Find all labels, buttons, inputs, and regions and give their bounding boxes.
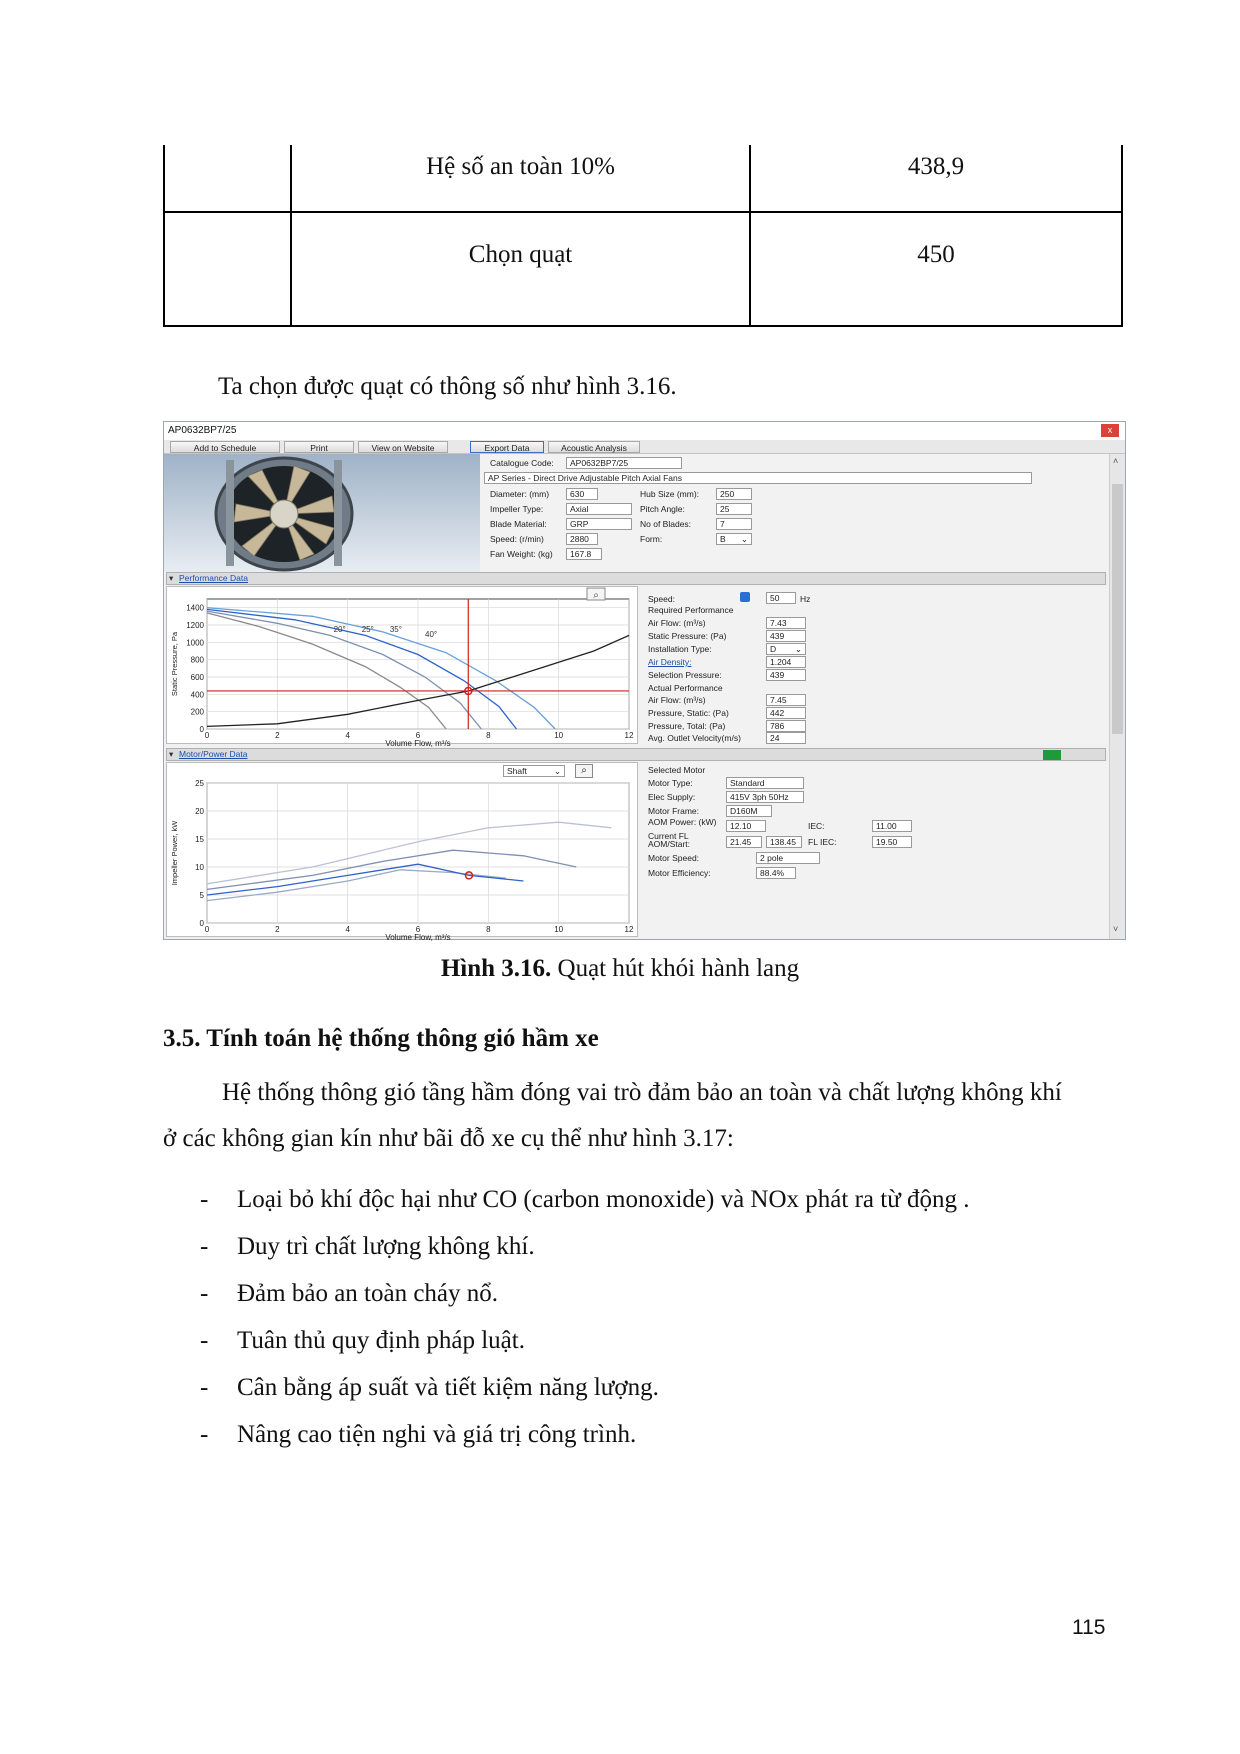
required-label: Selection Pressure: bbox=[648, 670, 722, 680]
view-on-website-button[interactable]: View on Website bbox=[358, 441, 448, 453]
x-tick-label: 8 bbox=[486, 731, 491, 740]
catalogue-code-field[interactable]: AP0632BP7/25 bbox=[566, 457, 682, 469]
print-button[interactable]: Print bbox=[284, 441, 354, 453]
list-item-text: Loại bỏ khí độc hại như CO (carbon monoxide) và NOx phát ra từ động . bbox=[237, 1186, 970, 1213]
y-axis-label: Impeller Power, kW bbox=[170, 820, 179, 886]
required-label: Static Pressure: (Pa) bbox=[648, 631, 727, 641]
spec-label: Fan Weight: (kg) bbox=[490, 549, 553, 559]
fl-iec-label: FL IEC: bbox=[808, 837, 837, 847]
collapse-arrow-icon: ▾ bbox=[169, 573, 174, 583]
motor-efficiency-label: Motor Efficiency: bbox=[648, 868, 711, 878]
y-tick-label: 400 bbox=[190, 690, 204, 700]
motor-panel bbox=[640, 762, 1108, 937]
y-tick-label: 0 bbox=[199, 725, 204, 734]
paragraph-line: ở các không gian kín như bãi đỗ xe cụ thể như hình 3.17: bbox=[163, 1125, 734, 1152]
list-item-text: Đảm bảo an toàn cháy nổ. bbox=[237, 1280, 499, 1307]
speed-label: Speed: bbox=[648, 594, 675, 604]
selected-motor-title: Selected Motor bbox=[648, 765, 706, 775]
chevron-down-icon: ⌄ bbox=[740, 534, 748, 544]
paragraph-line: Hệ thống thông gió tầng hầm đóng vai trò đảm bảo an toàn và chất lượng không khí bbox=[222, 1079, 1062, 1106]
export-data-button[interactable]: Export Data bbox=[470, 441, 544, 453]
chevron-down-icon: ⌄ bbox=[794, 644, 802, 654]
spec-label: Blade Material: bbox=[490, 519, 547, 529]
print-icon[interactable] bbox=[1043, 750, 1061, 760]
bullet-marker: - bbox=[200, 1280, 209, 1307]
spec-label: Pitch Angle: bbox=[640, 504, 685, 514]
angle-annotation: 25° bbox=[361, 624, 374, 634]
list-item-text: Duy trì chất lượng không khí. bbox=[237, 1233, 535, 1260]
x-tick-label: 10 bbox=[554, 731, 564, 740]
spec-value[interactable]: 630 bbox=[566, 488, 598, 500]
figure-number: Hình 3.16. bbox=[440, 955, 552, 982]
required-value[interactable]: 7.43 bbox=[766, 617, 806, 629]
add-to-schedule-button[interactable]: Add to Schedule bbox=[170, 441, 280, 453]
y-tick-label: 0 bbox=[199, 919, 204, 928]
spec-value[interactable]: 7 bbox=[716, 518, 752, 530]
y-axis-label: Static Pressure, Pa bbox=[170, 631, 179, 697]
x-tick-label: 10 bbox=[554, 925, 564, 934]
iec-label: IEC: bbox=[808, 821, 825, 831]
actual-value: 786 bbox=[766, 720, 806, 732]
spec-label: Diameter: (mm) bbox=[490, 489, 550, 499]
list-item-text: Nâng cao tiện nghi và giá trị công trình. bbox=[237, 1421, 637, 1448]
y-tick-label: 25 bbox=[195, 779, 204, 788]
current-aom-value: 21.45 bbox=[726, 836, 762, 848]
current-start-value: 138.45 bbox=[766, 836, 802, 848]
intro-text: Ta chọn được quạt có thông số như hình 3.16. bbox=[218, 373, 677, 400]
fan-selection-window bbox=[163, 421, 1126, 940]
actual-label: Pressure, Static: (Pa) bbox=[648, 708, 729, 718]
y-tick-label: 10 bbox=[195, 863, 204, 872]
table-cell: Hệ số an toàn 10% bbox=[426, 153, 615, 180]
current-label: Current FL AOM/Start: bbox=[648, 831, 691, 849]
figure-caption bbox=[0, 955, 1240, 983]
motor-efficiency-value: 88.4% bbox=[756, 867, 796, 879]
form-select-value: B bbox=[720, 534, 726, 544]
spec-value[interactable]: 2880 bbox=[566, 533, 598, 545]
scroll-up-icon[interactable]: ˄ bbox=[1113, 456, 1119, 466]
shaft-select[interactable] bbox=[503, 765, 565, 777]
motor-value: Standard bbox=[726, 777, 804, 789]
y-tick-label: 5 bbox=[199, 891, 204, 900]
motor-label: Elec Supply: bbox=[648, 792, 696, 802]
spec-label: Speed: (r/min) bbox=[490, 534, 544, 544]
spec-value[interactable]: GRP bbox=[566, 518, 632, 530]
x-axis-label: Volume Flow, m³/s bbox=[385, 933, 451, 942]
bullet-marker: - bbox=[200, 1327, 209, 1354]
y-tick-label: 200 bbox=[190, 707, 204, 717]
y-tick-label: 15 bbox=[195, 835, 204, 844]
x-tick-label: 12 bbox=[624, 925, 634, 934]
actual-label: Air Flow: (m³/s) bbox=[648, 695, 706, 705]
actual-value: 442 bbox=[766, 707, 806, 719]
table-border bbox=[163, 325, 1123, 327]
installation-type-select[interactable] bbox=[766, 643, 806, 655]
y-tick-label: 600 bbox=[190, 673, 204, 682]
performance-data-header[interactable] bbox=[166, 572, 1106, 585]
spec-value[interactable]: 25 bbox=[716, 503, 752, 515]
table-border bbox=[163, 211, 1123, 213]
required-label: Installation Type: bbox=[648, 644, 712, 654]
angle-annotation: 20° bbox=[333, 624, 346, 634]
spec-label: Form: bbox=[640, 534, 663, 544]
x-tick-label: 0 bbox=[204, 731, 210, 740]
acoustic-analysis-button[interactable]: Acoustic Analysis bbox=[548, 441, 640, 453]
x-tick-label: 8 bbox=[486, 925, 491, 934]
air-density-link[interactable]: Air Density: bbox=[648, 657, 692, 667]
aom-power-value: 12.10 bbox=[726, 820, 766, 832]
performance-panel bbox=[640, 586, 1108, 744]
y-tick-label: 1200 bbox=[186, 621, 204, 630]
required-value[interactable]: 1.204 bbox=[766, 656, 806, 668]
table-cell: 450 bbox=[917, 241, 955, 268]
section-heading: 3.5. Tính toán hệ thống thông gió hầm xe bbox=[163, 1025, 599, 1052]
performance-data-label: Performance Data bbox=[179, 573, 248, 583]
close-icon[interactable]: x bbox=[1101, 424, 1119, 437]
page-number: 115 bbox=[1072, 1616, 1106, 1639]
table-cell: Chọn quạt bbox=[468, 241, 573, 268]
spec-label: Impeller Type: bbox=[490, 504, 544, 514]
pressure-chart-svg bbox=[167, 587, 637, 748]
motor-label: Motor Type: bbox=[648, 778, 693, 788]
window-title: AP0632BP7/25 bbox=[164, 422, 1125, 440]
speed-slider-handle[interactable] bbox=[740, 592, 750, 602]
x-tick-label: 2 bbox=[275, 731, 280, 740]
spec-value[interactable]: Axial bbox=[566, 503, 632, 515]
spec-value[interactable]: 250 bbox=[716, 488, 752, 500]
x-tick-label: 6 bbox=[415, 925, 421, 934]
power-chart-svg bbox=[167, 763, 637, 942]
zoom-glyph: ⌕ bbox=[593, 590, 599, 601]
x-tick-label: 4 bbox=[345, 925, 350, 934]
table-border bbox=[1121, 145, 1123, 327]
installation-type-value: D bbox=[770, 644, 777, 654]
actual-value: 7.45 bbox=[766, 694, 806, 706]
y-tick-label: 20 bbox=[195, 807, 204, 816]
scrollbar-thumb[interactable] bbox=[1112, 484, 1123, 734]
spec-label: Hub Size (mm): bbox=[640, 489, 700, 499]
actual-label: Pressure, Total: (Pa) bbox=[648, 721, 726, 731]
series-field[interactable]: AP Series - Direct Drive Adjustable Pitch Axial Fans bbox=[484, 472, 1032, 484]
x-tick-label: 2 bbox=[275, 925, 280, 934]
shaft-select-value: Shaft bbox=[507, 766, 527, 776]
pressure-chart bbox=[166, 586, 638, 748]
chevron-down-icon: ⌄ bbox=[553, 766, 561, 776]
fan-image bbox=[164, 454, 480, 572]
iec-value: 11.00 bbox=[872, 820, 912, 832]
x-axis-label: Volume Flow, m³/s bbox=[385, 739, 451, 748]
parameter-table bbox=[163, 145, 1123, 327]
y-tick-label: 1400 bbox=[186, 603, 204, 613]
collapse-arrow-icon: ▾ bbox=[169, 749, 174, 759]
bullet-marker: - bbox=[200, 1421, 209, 1448]
power-chart bbox=[166, 762, 638, 942]
spec-label: No of Blades: bbox=[640, 519, 692, 529]
x-tick-label: 4 bbox=[345, 731, 350, 740]
bullet-marker: - bbox=[200, 1374, 209, 1401]
angle-annotation: 35° bbox=[389, 624, 402, 634]
table-border bbox=[163, 145, 165, 327]
list-item-text: Tuân thủ quy định pháp luật. bbox=[237, 1327, 525, 1354]
toolbar bbox=[164, 440, 1125, 454]
actual-value: 24 bbox=[766, 732, 806, 744]
motor-power-data-label: Motor/Power Data bbox=[179, 749, 248, 759]
scroll-down-icon[interactable]: ˅ bbox=[1113, 924, 1119, 934]
catalogue-code-label: Catalogue Code: bbox=[490, 458, 554, 468]
bullet-marker: - bbox=[200, 1186, 209, 1213]
motor-value: D160M bbox=[726, 805, 772, 817]
motor-label: Motor Frame: bbox=[648, 806, 700, 816]
axial-fan-picture bbox=[164, 454, 480, 572]
required-label: Air Flow: (m³/s) bbox=[648, 618, 706, 628]
bullet-marker: - bbox=[200, 1233, 209, 1260]
motor-power-data-header[interactable] bbox=[166, 748, 1106, 761]
x-tick-label: 6 bbox=[415, 731, 421, 740]
spec-value[interactable]: 167.8 bbox=[566, 548, 602, 560]
speed-unit: Hz bbox=[800, 594, 811, 604]
required-value[interactable]: 439 bbox=[766, 669, 806, 681]
required-value[interactable]: 439 bbox=[766, 630, 806, 642]
aom-power-label: AOM Power: (kW) bbox=[648, 817, 717, 827]
motor-speed-label: Motor Speed: bbox=[648, 853, 700, 863]
motor-value: 415V 3ph 50Hz bbox=[726, 791, 804, 803]
scrollbar[interactable] bbox=[1109, 454, 1125, 939]
zoom-icon[interactable]: ⌕ bbox=[575, 764, 593, 778]
fan-spec-panel bbox=[480, 454, 1108, 572]
fl-iec-value: 19.50 bbox=[872, 836, 912, 848]
form-select[interactable] bbox=[716, 533, 752, 545]
y-tick-label: 800 bbox=[190, 655, 204, 665]
x-tick-label: 0 bbox=[204, 925, 210, 934]
table-cell: 438,9 bbox=[907, 153, 965, 180]
speed-field[interactable]: 50 bbox=[766, 592, 796, 604]
motor-speed-value: 2 pole bbox=[756, 852, 820, 864]
list-item-text: Cân bằng áp suất và tiết kiệm năng lượng. bbox=[237, 1374, 659, 1401]
y-tick-label: 1000 bbox=[186, 638, 204, 648]
actual-label: Avg. Outlet Velocity(m/s) bbox=[648, 733, 741, 743]
x-tick-label: 12 bbox=[624, 731, 634, 740]
actual-performance-title: Actual Performance bbox=[648, 683, 723, 693]
angle-annotation: 40° bbox=[425, 630, 438, 640]
required-performance-title: Required Performance bbox=[648, 605, 734, 615]
figure-caption-text: Quạt hút khói hành lang bbox=[551, 955, 800, 982]
